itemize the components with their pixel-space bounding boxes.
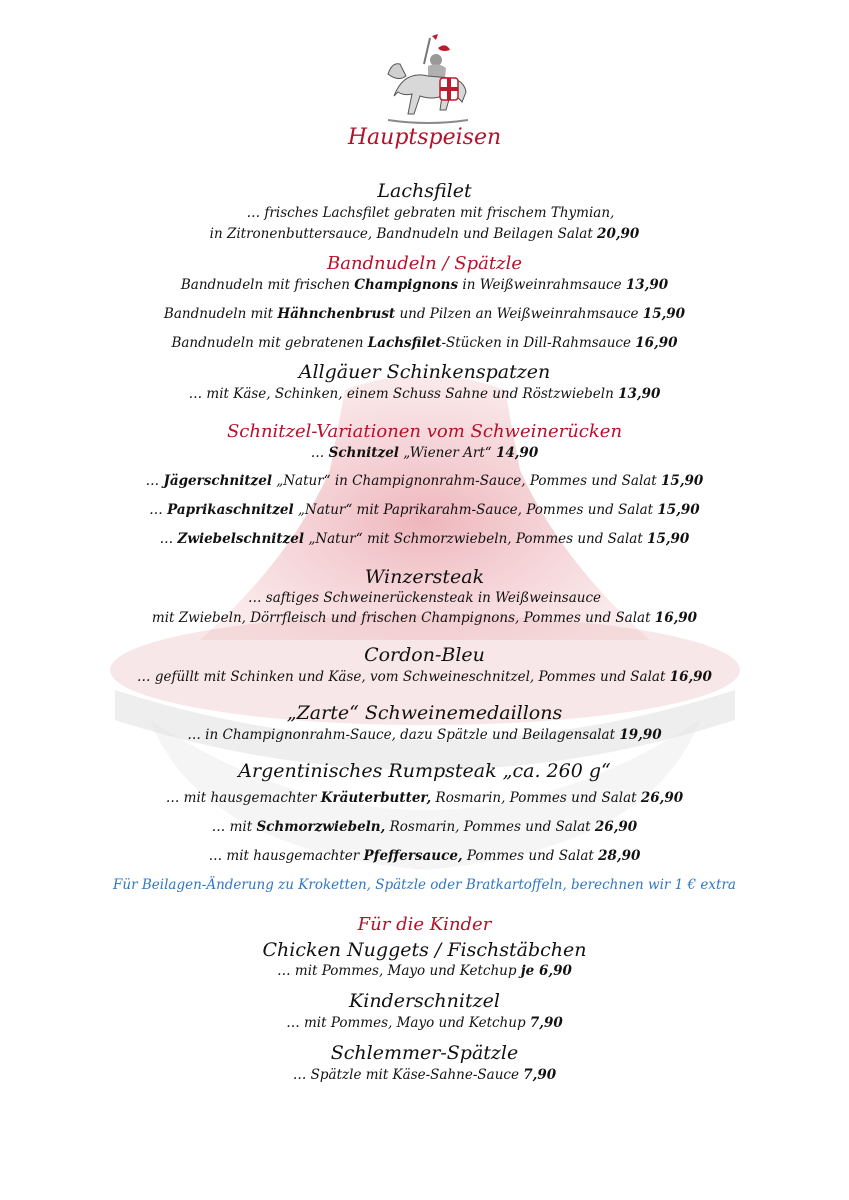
menu-item: Bandnudeln mit frischen Champignons in Weißweinrahmsauce 13,90 — [180, 277, 669, 293]
dish-name-nuggets: Chicken Nuggets / Fischstäbchen — [262, 939, 587, 961]
dish-name-medaillons: „Zarte“ Schweinemedaillons — [286, 702, 563, 724]
menu-item: … Schnitzel „Wiener Art“ 14,90 — [310, 445, 539, 461]
page-title: Hauptspeisen — [347, 125, 502, 150]
price: 20,90 — [597, 226, 640, 242]
menu-item: Bandnudeln mit gebratenen Lachsfilet-Stücken in Dill-Rahmsauce 16,90 — [171, 335, 678, 351]
menu-item: Bandnudeln mit Hähnchenbrust und Pilzen an Weißweinrahmsauce 15,90 — [163, 306, 686, 322]
side-dish-note: Für Beilagen-Änderung zu Kroketten, Spätzle oder Bratkartoffeln, berechnen wir 1 € extra — [113, 877, 736, 893]
dish-desc: … saftiges Schweinerückensteak in Weißweinsauce — [247, 590, 602, 606]
dish-desc: … Spätzle mit Käse-Sahne-Sauce 7,90 — [292, 1067, 557, 1083]
menu-item: … Paprikaschnitzel „Natur“ mit Paprikarahm-Sauce, Pommes und Salat 15,90 — [149, 502, 700, 518]
dish-desc: … mit Pommes, Mayo und Ketchup je 6,90 — [277, 963, 572, 979]
menu-item: … mit hausgemachter Kräuterbutter, Rosmarin, Pommes und Salat 26,90 — [165, 790, 684, 806]
dish-name-schinkenspatzen: Allgäuer Schinkenspatzen — [298, 361, 551, 383]
dish-name-schlemmer-spaetzle: Schlemmer-Spätzle — [330, 1042, 519, 1064]
dish-name-winzersteak: Winzersteak — [364, 566, 485, 588]
menu-item: … mit Schmorzwiebeln, Rosmarin, Pommes und Salat 26,90 — [211, 819, 638, 835]
dish-desc: … mit Pommes, Mayo und Ketchup 7,90 — [286, 1015, 563, 1031]
dish-desc-line: mit Zwiebeln, Dörrfleisch und frischen Champignons, Pommes und Salat 16,90 — [151, 610, 698, 626]
dish-name-cordon-bleu: Cordon-Bleu — [364, 644, 485, 666]
section-heading-kinder: Für die Kinder — [357, 914, 492, 935]
dish-desc: … in Champignonrahm-Sauce, dazu Spätzle und Beilagensalat 19,90 — [187, 727, 662, 743]
dish-name-rumpsteak: Argentinisches Rumpsteak „ca. 260 g“ — [238, 760, 611, 782]
dish-name-kinderschnitzel: Kinderschnitzel — [349, 990, 500, 1012]
knight-on-horse-icon — [384, 34, 472, 126]
menu-item: … Jägerschnitzel „Natur“ in Champignonrahm-Sauce, Pommes und Salat 15,90 — [145, 473, 704, 489]
menu-item: … mit hausgemachter Pfeffersauce, Pommes und Salat 28,90 — [208, 848, 641, 864]
dish-desc-line: in Zitronenbuttersauce, Bandnudeln und Beilagen Salat 20,90 — [209, 226, 640, 242]
dish-name-lachsfilet: Lachsfilet — [377, 180, 472, 202]
dish-desc: … gefüllt mit Schinken und Käse, vom Schweineschnitzel, Pommes und Salat 16,90 — [137, 669, 712, 685]
dish-desc: … frisches Lachsfilet gebraten mit frischem Thymian, — [246, 205, 615, 221]
menu-item: … Zwiebelschnitzel „Natur“ mit Schmorzwiebeln, Pommes und Salat 15,90 — [159, 531, 690, 547]
section-heading-bandnudeln: Bandnudeln / Spätzle — [326, 253, 522, 274]
section-heading-schnitzel: Schnitzel-Variationen vom Schweinerücken — [226, 421, 623, 442]
dish-desc: … mit Käse, Schinken, einem Schuss Sahne und Röstzwiebeln 13,90 — [188, 386, 661, 402]
